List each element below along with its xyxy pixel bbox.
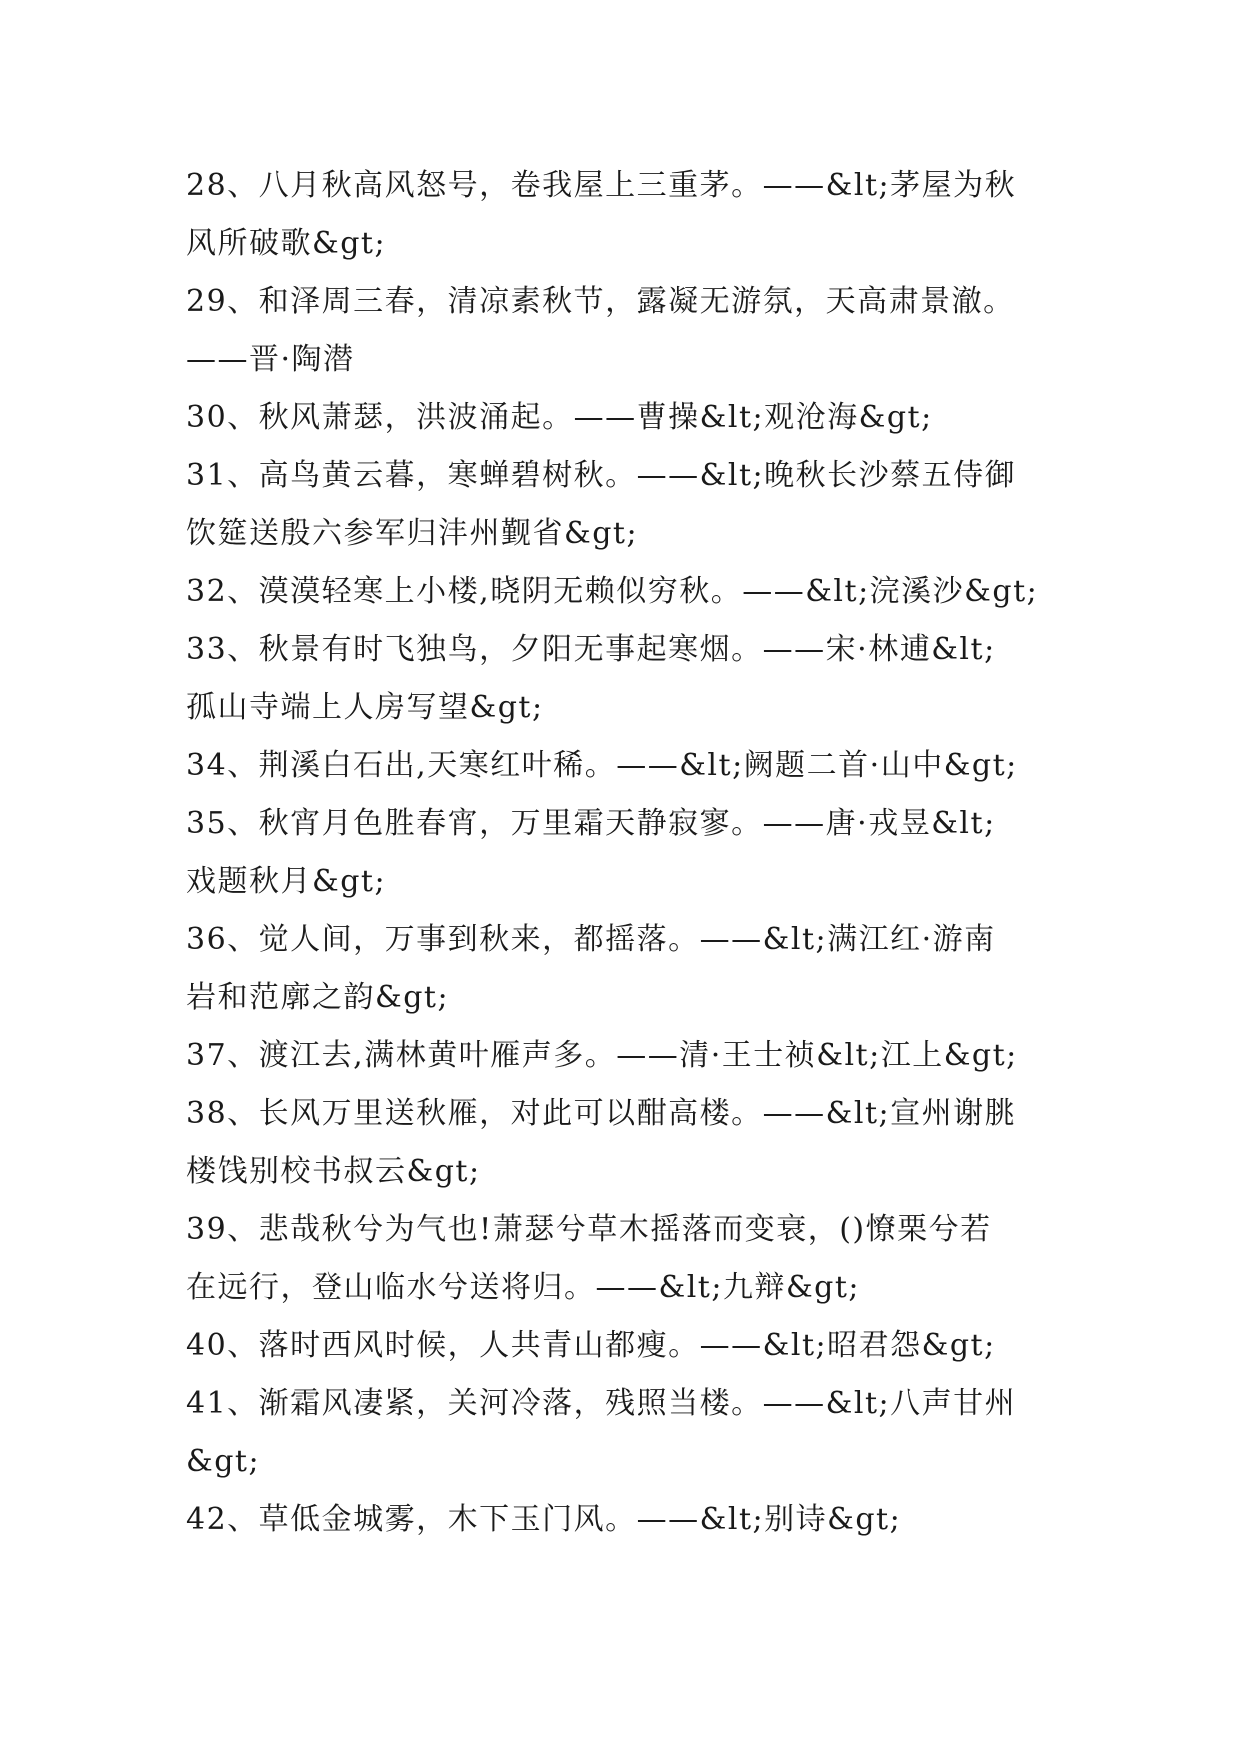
text-line: &gt; [186,1444,261,1479]
text-line: 29、和泽周三春，清凉素秋节，露凝无游氛，天高肃景澈。 [186,284,1015,319]
text-line: 戏题秋月&gt; [186,864,387,899]
document-page [186,157,1066,1549]
text-line: 34、荆溪白石出,天寒红叶稀。——&lt;阙题二首·山中&gt; [186,748,1018,783]
text-line: 28、八月秋高风怒号，卷我屋上三重茅。——&lt;茅屋为秋 [186,168,1017,203]
text-line: 37、渡江去,满林黄叶雁声多。——清·王士祯&lt;江上&gt; [186,1038,1018,1073]
text-line: 36、觉人间，万事到秋来，都摇落。——&lt;满江红·游南 [186,922,996,957]
text-line: ——晋·陶潜 [186,342,355,377]
text-line: 孤山寺端上人房写望&gt; [186,690,544,725]
text-line: 33、秋景有时飞独鸟，夕阳无事起寒烟。——宋·林逋&lt; [186,632,996,667]
text-line: 饮筵送殷六参军归沣州觐省&gt; [186,516,639,551]
text-line: 30、秋风萧瑟，洪波涌起。——曹操&lt;观沧海&gt; [186,400,933,435]
text-line: 风所破歌&gt; [186,226,387,261]
text-line: 42、草低金城雾，木下玉门风。——&lt;别诗&gt; [186,1502,902,1537]
text-line: 31、高鸟黄云暮，寒蝉碧树秋。——&lt;晚秋长沙蔡五侍御 [186,458,1017,493]
text-line: 40、落时西风时候，人共青山都瘦。——&lt;昭君怨&gt; [186,1328,996,1363]
text-line: 楼饯别校书叔云&gt; [186,1154,481,1189]
text-line: 41、渐霜风凄紧，关河冷落，残照当楼。——&lt;八声甘州 [186,1386,1017,1421]
text-line: 35、秋宵月色胜春宵，万里霜天静寂寥。——唐·戎昱&lt; [186,806,996,841]
text-line: 32、漠漠轻寒上小楼,晓阴无赖似穷秋。——&lt;浣溪沙&gt; [186,574,1039,609]
text-line: 39、悲哉秋兮为气也!萧瑟兮草木摇落而变衰，()憭栗兮若 [186,1212,992,1247]
text-line: 在远行，登山临水兮送将归。——&lt;九辩&gt; [186,1270,861,1305]
text-line: 38、长风万里送秋雁，对此可以酣高楼。——&lt;宣州谢朓 [186,1096,1017,1131]
text-line: 岩和范廓之韵&gt; [186,980,450,1015]
